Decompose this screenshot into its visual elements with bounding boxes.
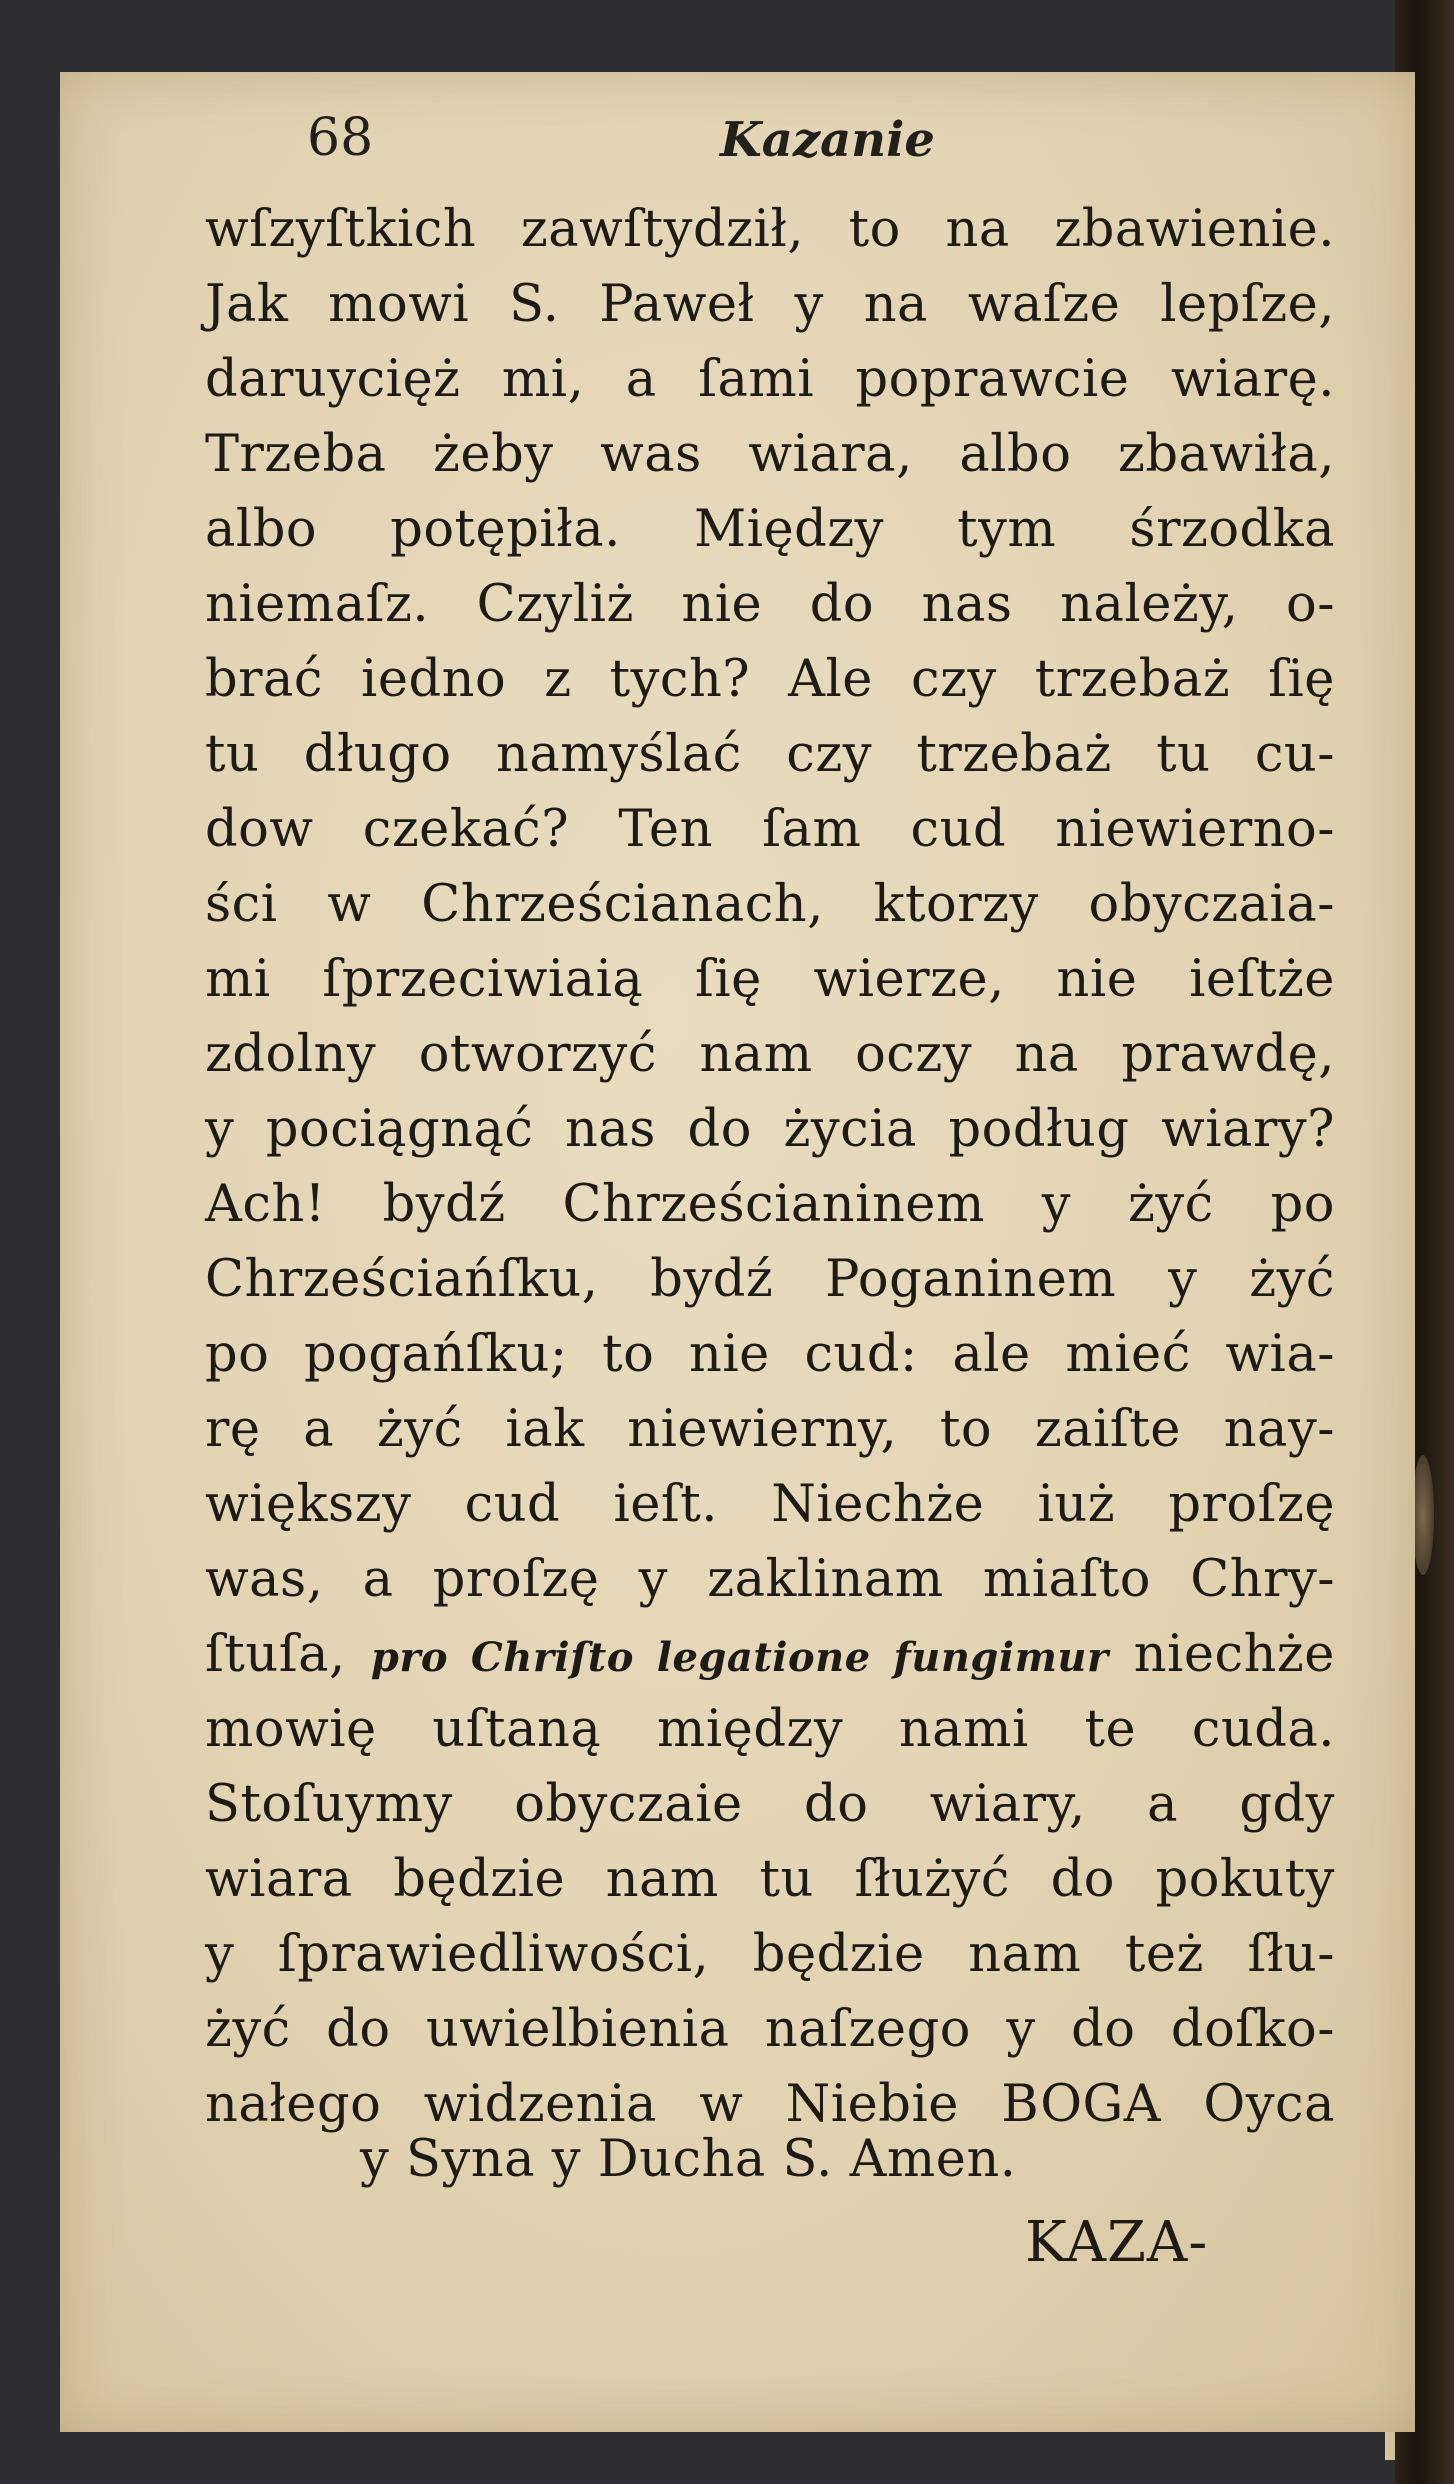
text-line: brać iedno z tych? Ale czy trzebaż ſię	[205, 650, 1335, 709]
text-line: dow czekać? Ten ſam cud niewierno-	[205, 800, 1335, 859]
latin-quotation: pro Chriſto legatione fungimur	[370, 1634, 1109, 1681]
text-line: żyć do uwielbienia naſzego y do doſko-	[205, 2000, 1335, 2059]
text-line: Jak mowi S. Paweł y na waſze lepſze,	[205, 275, 1335, 334]
text-line: wiara będzie nam tu ſłużyć do pokuty	[205, 1850, 1335, 1909]
text-line-with-latin	[205, 1625, 1335, 1688]
text-line: ści w Chrześcianach, ktorzy obyczaia-	[205, 875, 1335, 934]
text-line: Chrześciańſku, bydź Poganinem y żyć	[205, 1250, 1335, 1309]
text-segment: niechże	[1133, 1625, 1335, 1684]
closing-line: y Syna y Ducha S. Amen.	[360, 2130, 1017, 2189]
catchword: KAZA-	[1025, 2210, 1209, 2275]
text-line: niemaſz. Czyliż nie do nas należy, o-	[205, 575, 1335, 634]
text-line: po pogańſku; to nie cud: ale mieć wia-	[205, 1325, 1335, 1384]
running-title: Kazanie	[720, 112, 935, 168]
text-line: zdolny otworzyć nam oczy na prawdę,	[205, 1025, 1335, 1084]
text-line: rę a żyć iak niewierny, to zaiſte nay-	[205, 1400, 1335, 1459]
binding-clasp	[1412, 1455, 1434, 1575]
text-line: mowię uſtaną między nami te cuda.	[205, 1700, 1335, 1759]
text-line: y pociągnąć nas do życia podług wiary?	[205, 1100, 1335, 1159]
text-line: tu długo namyślać czy trzebaż tu cu-	[205, 725, 1335, 784]
text-line: mi ſprzeciwiaią ſię wierze, nie ieſtże	[205, 950, 1335, 1009]
text-line: nałego widzenia w Niebie BOGA Oyca	[205, 2075, 1335, 2134]
text-line: y ſprawiedliwości, będzie nam też ſłu-	[205, 1925, 1335, 1984]
text-line: daruycięż mi, a ſami poprawcie wiarę.	[205, 350, 1335, 409]
text-line: was, a proſzę y zaklinam miaſto Chry-	[205, 1550, 1335, 1609]
text-line: Ach! bydź Chrześcianinem y żyć po	[205, 1175, 1335, 1234]
text-line: Stoſuymy obyczaie do wiary, a gdy	[205, 1775, 1335, 1834]
text-segment: ſtuſa,	[205, 1625, 346, 1684]
page-number: 68	[307, 108, 374, 168]
text-line: wſzyſtkich zawſtydził, to na zbawienie.	[205, 200, 1335, 259]
text-line: większy cud ieſt. Niechże iuż proſzę	[205, 1475, 1335, 1534]
text-line: albo potępiła. Między tym śrzodka	[205, 500, 1335, 559]
text-line: Trzeba żeby was wiara, albo zbawiła,	[205, 425, 1335, 484]
